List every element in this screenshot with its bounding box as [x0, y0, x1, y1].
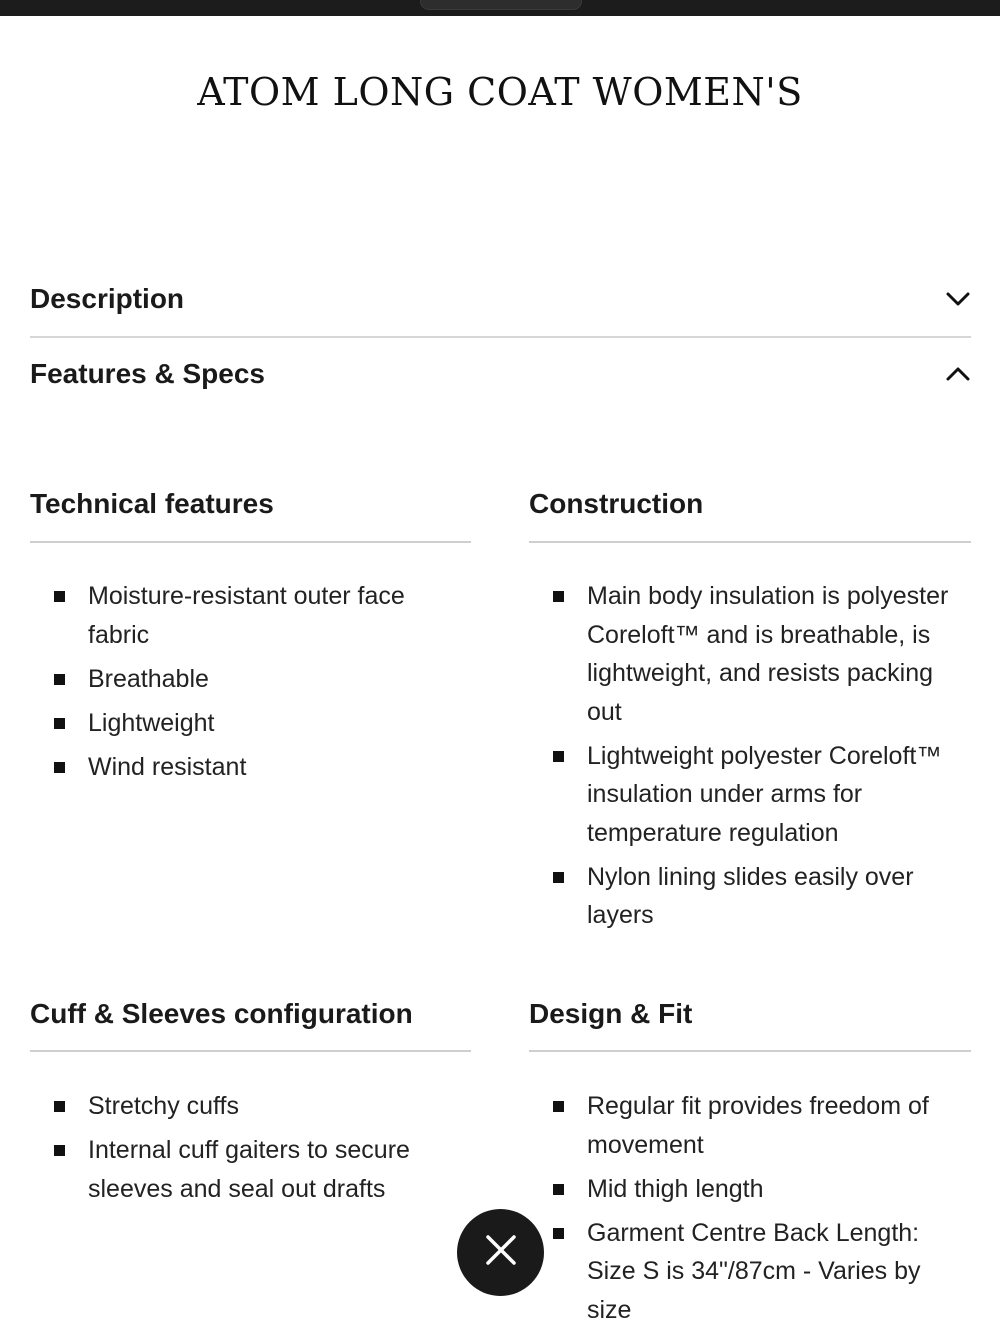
square-bullet-icon	[54, 762, 65, 773]
list-item: Moisture-resistant outer face fabric	[30, 577, 450, 654]
close-button[interactable]	[457, 1209, 544, 1296]
cuff-sleeves-list	[30, 1087, 450, 1214]
design-fit-list	[529, 1087, 969, 1335]
list-item: Regular fit provides freedom of movement	[529, 1087, 969, 1164]
accordion-description[interactable]	[30, 262, 971, 338]
page-title: ATOM LONG COAT WOMEN'S	[197, 70, 803, 114]
list-item: Main body insulation is polyester Coreloft™ and is breathable, is lightweight, and resists packing out	[529, 577, 969, 731]
list-item: Stretchy cuffs	[30, 1087, 450, 1126]
address-bar[interactable]	[420, 0, 582, 10]
square-bullet-icon	[553, 1101, 564, 1112]
square-bullet-icon	[553, 751, 564, 762]
list-item: Nylon lining slides easily over layers	[529, 858, 969, 935]
technical-features-divider	[30, 541, 471, 543]
chevron-down-icon	[945, 286, 971, 312]
square-bullet-icon	[553, 872, 564, 883]
square-bullet-icon	[54, 718, 65, 729]
list-item: Mid thigh length	[529, 1170, 969, 1209]
square-bullet-icon	[54, 591, 65, 602]
browser-top-bar	[0, 0, 1000, 16]
cuff-sleeves-divider	[30, 1050, 471, 1052]
square-bullet-icon	[54, 674, 65, 685]
list-item: Garment Centre Back Length: Size S is 34"/87cm - Varies by size	[529, 1214, 969, 1330]
square-bullet-icon	[54, 1145, 65, 1156]
construction-heading: Construction	[529, 488, 704, 519]
close-icon	[484, 1233, 518, 1272]
accordion-features-specs[interactable]	[30, 337, 971, 411]
square-bullet-icon	[54, 1101, 65, 1112]
list-item: Internal cuff gaiters to secure sleeves and seal out drafts	[30, 1131, 450, 1208]
list-item: Breathable	[30, 660, 450, 699]
design-fit-heading: Design & Fit	[529, 998, 693, 1029]
square-bullet-icon	[553, 1228, 564, 1239]
list-item: Wind resistant	[30, 748, 450, 787]
design-fit-divider	[529, 1050, 971, 1052]
accordion-description-label: Description	[30, 283, 185, 314]
square-bullet-icon	[553, 1184, 564, 1195]
accordion-features-label: Features & Specs	[30, 358, 265, 389]
square-bullet-icon	[553, 591, 564, 602]
cuff-sleeves-heading: Cuff & Sleeves configuration	[30, 998, 413, 1029]
technical-features-heading: Technical features	[30, 488, 274, 519]
construction-divider	[529, 541, 971, 543]
list-item: Lightweight polyester Coreloft™ insulation under arms for temperature regulation	[529, 737, 969, 853]
list-item: Lightweight	[30, 704, 450, 743]
technical-features-list	[30, 577, 450, 792]
construction-list	[529, 577, 969, 940]
chevron-up-icon	[945, 361, 971, 387]
